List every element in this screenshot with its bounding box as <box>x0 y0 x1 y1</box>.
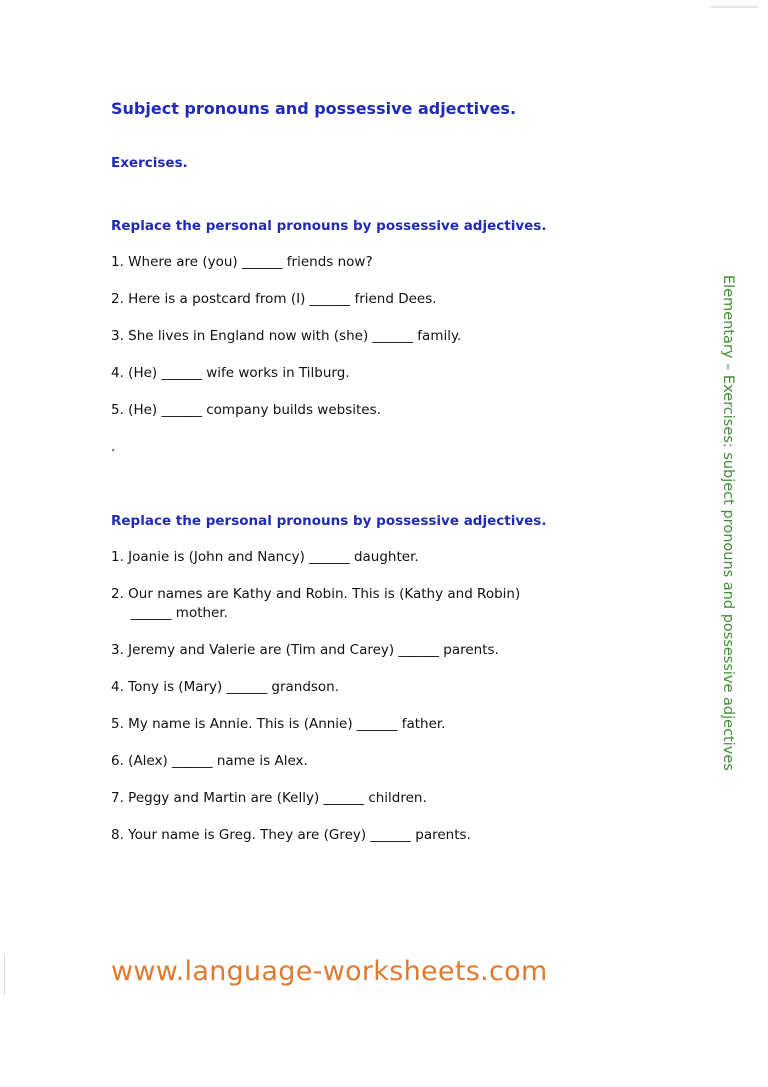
exercise-item: 7. Peggy and Martin are (Kelly) ______ children. <box>111 790 427 806</box>
section-1-exercise-list <box>111 253 671 457</box>
exercise-item <box>111 585 671 623</box>
vertical-side-label: Elementary – Exercises: subject pronouns and possessive adjectives <box>720 275 736 771</box>
section-2-exercise-list <box>111 548 671 845</box>
exercise-item: 5. My name is Annie. This is (Annie) ______ father. <box>111 716 446 732</box>
worksheet-title: Subject pronouns and possessive adjectives. <box>111 99 517 118</box>
exercise-item: 3. Jeremy and Valerie are (Tim and Carey) ______ parents. <box>111 642 499 658</box>
exercise-item: 4. Tony is (Mary) ______ grandson. <box>111 679 340 695</box>
exercise-item-text: 2. Our names are Kathy and Robin. This is (Kathy and Robin) <box>111 586 521 602</box>
exercise-item: 3. She lives in England now with (she) ______ family. <box>111 328 462 344</box>
exercise-item: 2. Here is a postcard from (I) ______ friend Dees. <box>111 291 437 307</box>
exercise-item: . <box>111 439 116 455</box>
exercise-item: 4. (He) ______ wife works in Tilburg. <box>111 365 350 381</box>
worksheet-subtitle: Exercises. <box>111 155 188 171</box>
section-1-heading: Replace the personal pronouns by possessive adjectives. <box>111 218 547 234</box>
page-edge-mark <box>4 955 5 995</box>
section-2-heading: Replace the personal pronouns by possessive adjectives. <box>111 513 547 529</box>
footer-website-url: www.language-worksheets.com <box>111 956 548 987</box>
exercise-item-continuation: ______ mother. <box>131 605 228 621</box>
exercise-item: 6. (Alex) ______ name is Alex. <box>111 753 308 769</box>
exercise-item: 8. Your name is Greg. They are (Grey) ______ parents. <box>111 827 471 843</box>
exercise-item: 5. (He) ______ company builds websites. <box>111 402 381 418</box>
exercise-item: 1. Where are (you) ______ friends now? <box>111 254 373 270</box>
corner-mark <box>710 6 758 8</box>
exercise-item: 1. Joanie is (John and Nancy) ______ daughter. <box>111 549 419 565</box>
